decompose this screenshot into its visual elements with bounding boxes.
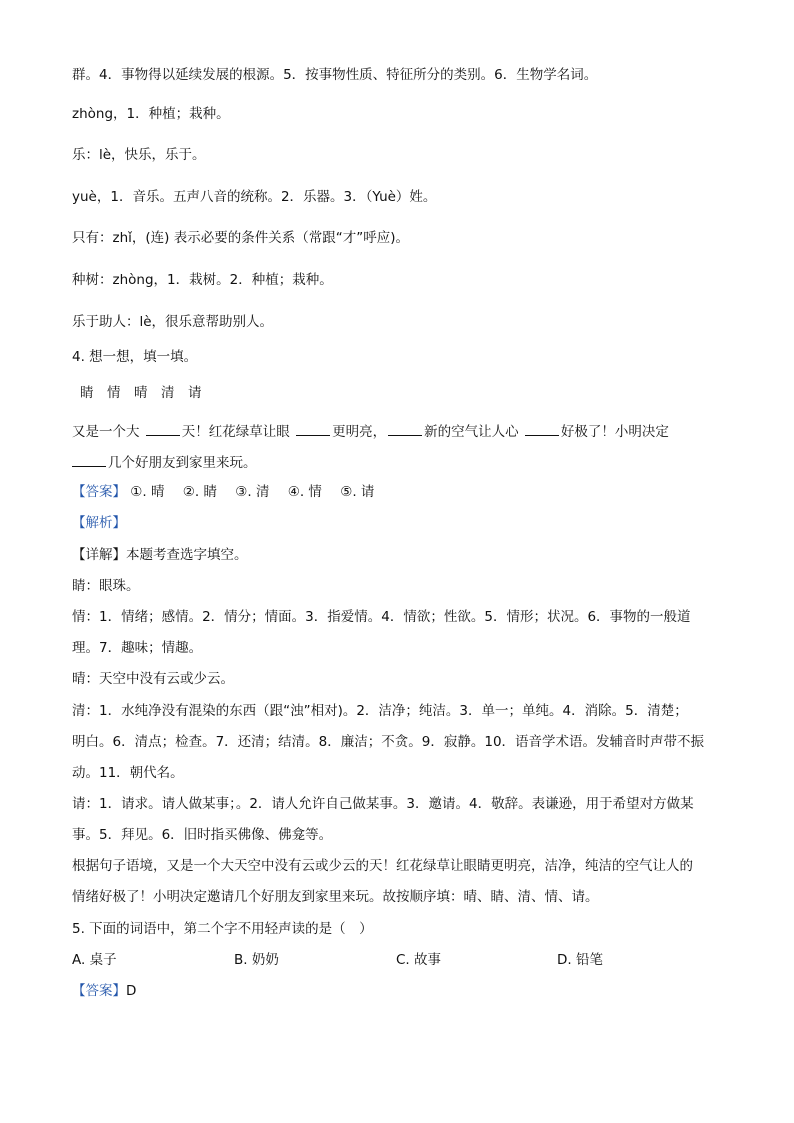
answer-label: 【答案】 bbox=[72, 484, 126, 500]
question-4-title: 4. 想一想，填一填。 bbox=[72, 349, 198, 365]
text-line: 乐于助人：lè，很乐意帮助别人。 bbox=[72, 314, 274, 330]
explanation-line: 事。5．拜见。6．旧时指买佛像、佛龛等。 bbox=[72, 827, 333, 843]
blank-2[interactable] bbox=[296, 422, 330, 436]
text-line: 群。4．事物得以延续发展的根源。5．按事物性质、特征所分的类别。6．生物学名词。 bbox=[72, 67, 598, 83]
fill-in-sentence: 又是一个大 天！红花绿草让眼 更明亮， 新的空气让人心 好极了！小明决定 bbox=[72, 424, 669, 440]
explanation-line: 动。11．朝代名。 bbox=[72, 765, 184, 781]
text-line: 乐：lè，快乐，乐于。 bbox=[72, 147, 206, 163]
explanation-line: 根据句子语境，又是一个大天空中没有云或少云的天！红花绿草让眼睛更明亮，洁净，纯洁的空气让人的 bbox=[72, 858, 693, 874]
explanation-line: 清：1．水纯净没有混染的东西（跟“浊”相对)。2．洁净；纯洁。3．单一；单纯。4．消除。5．清楚； bbox=[72, 703, 688, 719]
explanation-line: 请：1．请求。请人做某事；。2．请人允许自己做某事。3．邀请。4．敬辞。表谦逊，用于希望对方做某 bbox=[72, 796, 694, 812]
explanation-line: 情绪好极了！小明决定邀请几个好朋友到家里来玩。故按顺序填：晴、睛、清、情、请。 bbox=[72, 889, 599, 905]
text-line: 只有：zhǐ，(连) 表示必要的条件关系（常跟“才”呼应)。 bbox=[72, 230, 409, 246]
option-d: D. 铅笔 bbox=[557, 952, 603, 968]
explanation-line: 晴：天空中没有云或少云。 bbox=[72, 671, 234, 687]
blank-5[interactable] bbox=[72, 453, 106, 467]
blank-1[interactable] bbox=[146, 422, 180, 436]
blank-3[interactable] bbox=[388, 422, 422, 436]
option-a: A. 桌子 bbox=[72, 952, 117, 968]
answer-label: 【答案】 bbox=[72, 983, 126, 999]
explanation-line: 明白。6．清点；检查。7．还清；结清。8．廉洁；不贪。9．寂静。10．语音学术语。发辅音时声带不振 bbox=[72, 734, 705, 750]
text-line: 种树：zhòng，1．栽树。2．种植；栽种。 bbox=[72, 272, 333, 288]
explanation-line: 情：1．情绪；感情。2．情分；情面。3．指爱情。4．情欲；性欲。5．情形；状况。6．事物的一般道 bbox=[72, 609, 691, 625]
detail-label: 【详解】 bbox=[72, 547, 126, 563]
answer-item: ①. 晴 bbox=[130, 484, 165, 500]
word-choices: 睛 情 晴 清 请 bbox=[80, 385, 202, 401]
q5-answer-row bbox=[72, 982, 136, 1000]
option-b: B. 奶奶 bbox=[234, 952, 279, 968]
answer-item: ⑤. 请 bbox=[340, 484, 375, 500]
text-line: yuè，1．音乐。五声八音的统称。2．乐器。3．（Yuè）姓。 bbox=[72, 189, 437, 205]
answer-row bbox=[72, 483, 388, 501]
answer-item: ④. 情 bbox=[287, 484, 322, 500]
explanation-line: 睛：眼珠。 bbox=[72, 578, 140, 594]
question-5-title: 5. 下面的词语中，第二个字不用轻声读的是（ ） bbox=[72, 921, 373, 937]
blank-4[interactable] bbox=[525, 422, 559, 436]
fill-in-sentence-cont: 几个好朋友到家里来玩。 bbox=[72, 453, 257, 472]
answer-item: ②. 睛 bbox=[182, 484, 217, 500]
explanation-line: 理。7．趣味；情趣。 bbox=[72, 640, 203, 656]
text-line: zhòng，1．种植；栽种。 bbox=[72, 106, 230, 122]
option-c: C. 故事 bbox=[396, 952, 442, 968]
detail-line: 【详解】本题考查选字填空。 bbox=[72, 547, 248, 563]
answer-item: ③. 清 bbox=[235, 484, 270, 500]
analysis-label: 【解析】 bbox=[72, 515, 126, 531]
answer-value: D bbox=[126, 983, 137, 999]
